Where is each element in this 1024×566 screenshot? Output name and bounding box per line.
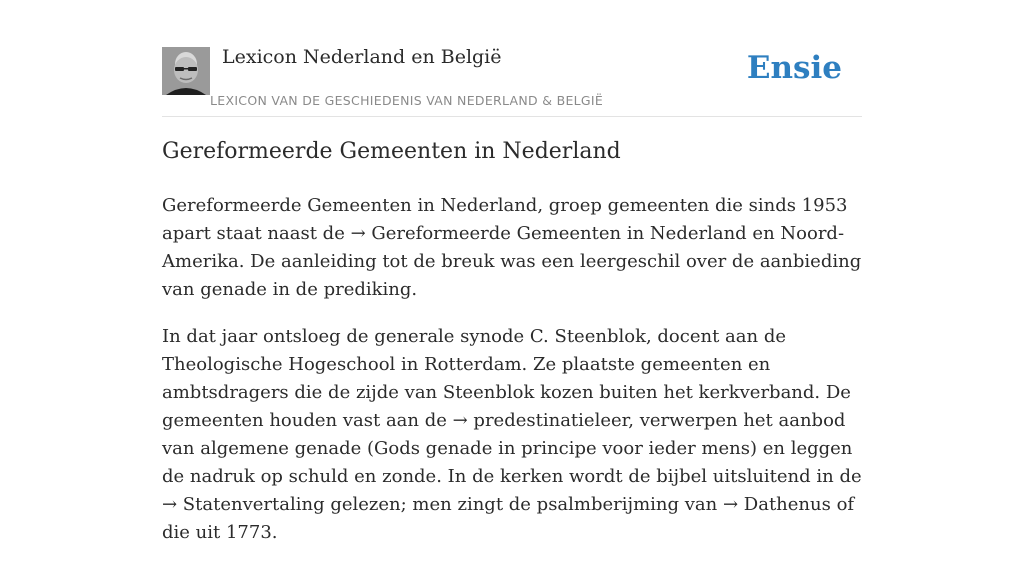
paragraph-text: Gereformeerde Gemeenten in Nederland, groep gemeenten die sinds 1953 apart staat naast de <box>162 195 848 244</box>
paragraph-text: . De aanleiding tot de breuk was een leergeschil over de aanbieding van genade in de prediking. <box>162 251 862 300</box>
site-header <box>162 44 862 117</box>
paragraph-text: of die uit 1773. <box>162 494 855 543</box>
author-avatar[interactable] <box>162 47 210 95</box>
ensie-logo-link[interactable]: Ensie <box>746 50 842 86</box>
site-subtitle: LEXICON VAN DE GESCHIEDENIS VAN NEDERLAND & BELGIË <box>210 93 604 108</box>
cross-reference-link[interactable]: → Statenvertaling <box>162 494 325 515</box>
paragraph-text: In dat jaar ontsloeg de generale synode C. Steenblok, docent aan de Theologische Hogeschool in Rotterdam. Ze plaatste gemeenten en ambtsdragers die de zijde van Steenblok kozen buiten het kerkverband. De gemeenten houden vast aan de <box>162 326 851 431</box>
author-photo-icon <box>162 47 210 95</box>
article-paragraph-1 <box>162 192 862 304</box>
site-name-link[interactable]: Lexicon Nederland en België <box>222 46 502 68</box>
paragraph-text: gelezen; men zingt de psalmberijming van <box>324 494 723 515</box>
article-paragraph-2 <box>162 323 862 547</box>
article-title: Gereformeerde Gemeenten in Nederland <box>162 139 621 164</box>
cross-reference-link[interactable]: → Gereformeerde Gemeenten in Nederland en Noord-Amerika <box>162 223 845 272</box>
cross-reference-link[interactable]: → Dathenus <box>722 494 831 515</box>
article-body <box>162 192 862 566</box>
cross-reference-link[interactable]: → predestinatieleer <box>452 410 629 431</box>
paragraph-text: , verwerpen het aanbod van algemene genade (Gods genade in principe voor ieder mens) en leggen de nadruk op schuld en zonde. In de kerken wordt de bijbel uitsluitend in de <box>162 410 862 487</box>
